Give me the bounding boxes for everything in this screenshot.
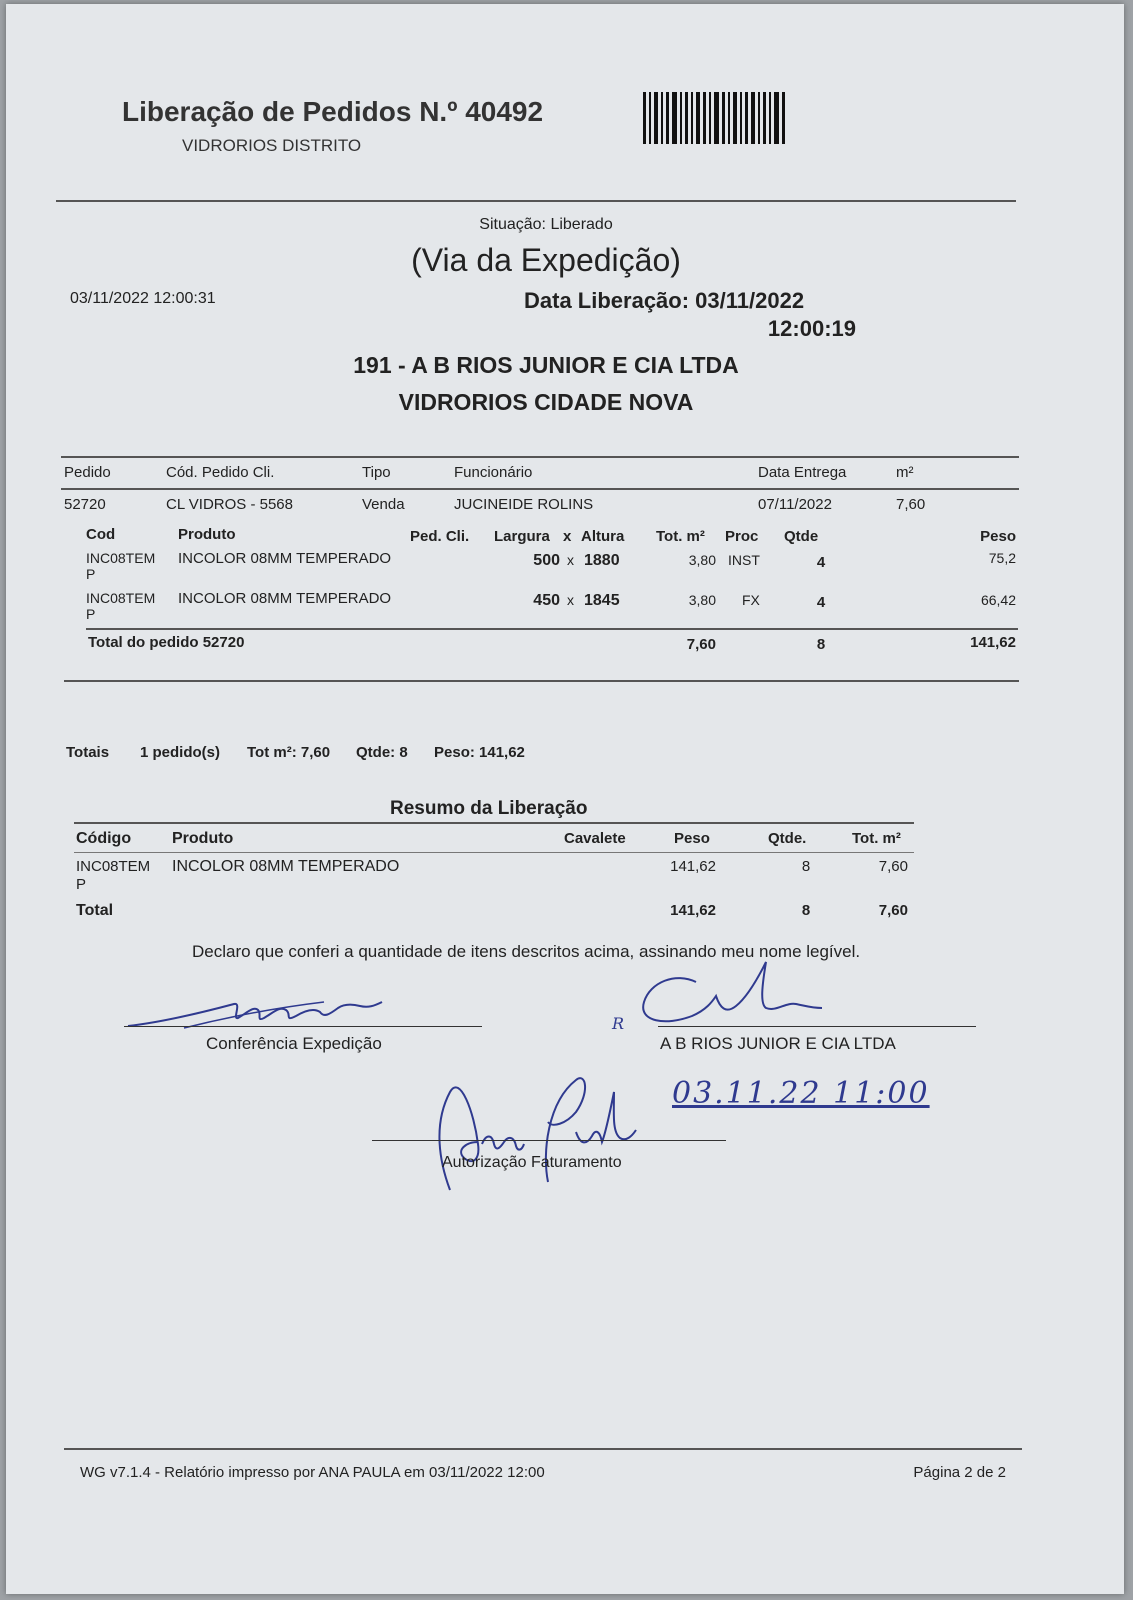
totals-label: Totais xyxy=(66,744,110,761)
resumo-col-qtde: Qtde. xyxy=(768,830,807,847)
totals-pedidos: 1 pedido(s) xyxy=(140,744,221,761)
divider xyxy=(61,488,1019,490)
resumo-tot-m2: 7,60 xyxy=(878,858,908,875)
item-qtde: 4 xyxy=(816,554,826,571)
barcode-bar xyxy=(745,92,748,144)
barcode-bar xyxy=(709,92,711,144)
resumo-cod: INC08TEM xyxy=(76,858,151,875)
item-largura: 450 xyxy=(533,592,560,609)
footer-divider xyxy=(64,1448,1022,1450)
divider xyxy=(56,200,1016,202)
signature-conferencia xyxy=(124,992,404,1038)
order-total-m2: 7,60 xyxy=(686,636,716,653)
barcode-bar xyxy=(763,92,766,144)
items-col-altura: Altura xyxy=(581,528,625,545)
items-col-largura: Largura xyxy=(494,528,550,545)
barcode-bar xyxy=(703,92,706,144)
item-cod-cont: P xyxy=(86,566,96,582)
signature-client xyxy=(626,952,846,1032)
resumo-col-cavalete: Cavalete xyxy=(564,830,626,847)
status-text: Situação: Liberado xyxy=(479,216,613,233)
barcode-bar xyxy=(722,92,725,144)
barcode-bar xyxy=(696,92,700,144)
col-cod-pedido-cli: Cód. Pedido Cli. xyxy=(166,464,275,481)
item-largura: 500 xyxy=(533,552,560,569)
order-tipo: Venda xyxy=(362,496,405,513)
resumo-col-codigo: Código xyxy=(76,830,132,847)
order-total-peso: 141,62 xyxy=(970,634,1016,651)
items-col-produto: Produto xyxy=(178,526,236,543)
col-pedido: Pedido xyxy=(64,464,111,481)
items-col-proc: Proc xyxy=(725,528,759,545)
signature-line xyxy=(124,1026,482,1027)
resumo-col-produto: Produto xyxy=(172,830,234,847)
item-altura: 1880 xyxy=(584,552,620,569)
col-data-entrega: Data Entrega xyxy=(758,464,847,481)
col-funcionario: Funcionário xyxy=(454,464,533,481)
divider xyxy=(74,822,914,824)
items-col-peso: Peso xyxy=(980,528,1016,545)
item-produto: INCOLOR 08MM TEMPERADO xyxy=(178,550,392,567)
company-name: VIDRORIOS DISTRITO xyxy=(182,136,362,155)
items-col-ped-cli: Ped. Cli. xyxy=(410,528,470,545)
item-proc: INST xyxy=(728,552,760,568)
order-funcionario: JUCINEIDE ROLINS xyxy=(454,496,594,513)
divider xyxy=(61,456,1019,458)
conferencia-label: Conferência Expedição xyxy=(206,1034,382,1053)
print-datetime: 03/11/2022 12:00:31 xyxy=(70,290,216,307)
order-pedido: 52720 xyxy=(64,496,106,513)
order-cod-pedido-cli: CL VIDROS - 5568 xyxy=(166,496,293,513)
barcode xyxy=(643,92,813,144)
resumo-qtde: 8 xyxy=(801,858,811,875)
item-cod-cont: P xyxy=(86,606,96,622)
barcode-bar xyxy=(782,92,785,144)
resumo-title: Resumo da Liberação xyxy=(390,798,588,819)
via-label: (Via da Expedição) xyxy=(411,242,681,278)
divider xyxy=(74,852,914,853)
items-col-x: x xyxy=(563,528,572,545)
item-peso: 66,42 xyxy=(980,592,1016,608)
signature-line xyxy=(658,1026,976,1027)
autorizacao-label: Autorização Faturamento xyxy=(442,1154,622,1171)
item-x: x xyxy=(567,552,574,568)
totals-qtde: Qtde: 8 xyxy=(356,744,408,761)
col-m2: m² xyxy=(896,464,914,481)
barcode-bar xyxy=(740,92,742,144)
item-tot-m2: 3,80 xyxy=(688,552,716,568)
release-time: 12:00:19 xyxy=(767,316,856,341)
handwritten-date: 03.11.22 11:00 xyxy=(672,1076,930,1111)
barcode-bar xyxy=(685,92,688,144)
resumo-col-peso: Peso xyxy=(674,830,710,847)
footer-left: WG v7.1.4 - Relatório impresso por ANA PAULA em 03/11/2022 12:00 xyxy=(80,1464,545,1481)
client-name: 191 - A B RIOS JUNIOR E CIA LTDA xyxy=(353,352,739,378)
declaration-text: Declaro que conferi a quantidade de itens descritos acima, assinando meu nome legível. xyxy=(192,942,861,961)
barcode-bar xyxy=(643,92,646,144)
order-total-label: Total do pedido 52720 xyxy=(88,634,245,651)
barcode-bar xyxy=(691,92,693,144)
resumo-cod-cont: P xyxy=(76,876,87,893)
client-store: VIDRORIOS CIDADE NOVA xyxy=(398,389,694,415)
barcode-bar xyxy=(751,92,755,144)
resumo-total-qtde: 8 xyxy=(801,902,811,919)
item-qtde: 4 xyxy=(816,594,826,611)
item-x: x xyxy=(567,592,574,608)
items-col-cod: Cod xyxy=(86,526,116,543)
item-peso: 75,2 xyxy=(988,550,1016,566)
barcode-bar xyxy=(714,92,719,144)
item-proc: FX xyxy=(742,592,760,608)
client-signature-label: A B RIOS JUNIOR E CIA LTDA xyxy=(660,1034,896,1053)
barcode-bar xyxy=(774,92,779,144)
resumo-produto: INCOLOR 08MM TEMPERADO xyxy=(172,858,400,875)
barcode-bar xyxy=(666,92,669,144)
resumo-peso: 141,62 xyxy=(670,858,716,875)
resumo-total-m2: 7,60 xyxy=(878,902,908,919)
release-date: Data Liberação: 03/11/2022 xyxy=(524,288,805,313)
barcode-bar xyxy=(680,92,682,144)
totals-peso: Peso: 141,62 xyxy=(434,744,525,761)
item-produto: INCOLOR 08MM TEMPERADO xyxy=(178,590,392,607)
document-title: Liberação de Pedidos N.º 40492 xyxy=(122,96,544,127)
barcode-bar xyxy=(733,92,737,144)
barcode-bar xyxy=(672,92,677,144)
signature-autorizacao xyxy=(416,1062,646,1212)
resumo-total-label: Total xyxy=(76,902,114,919)
barcode-bar xyxy=(758,92,760,144)
resumo-total-peso: 141,62 xyxy=(670,902,716,919)
order-m2: 7,60 xyxy=(896,496,926,513)
barcode-bar xyxy=(649,92,651,144)
items-col-tot-m2: Tot. m² xyxy=(656,528,705,545)
barcode-bar xyxy=(654,92,658,144)
item-cod: INC08TEM xyxy=(86,590,156,606)
totals-m2: Tot m²: 7,60 xyxy=(247,744,331,761)
document-sheet xyxy=(6,4,1124,1594)
item-altura: 1845 xyxy=(584,592,620,609)
barcode-bar xyxy=(728,92,730,144)
signature-line xyxy=(372,1140,726,1141)
footer-page: Página 2 de 2 xyxy=(913,1464,1006,1481)
divider xyxy=(64,680,1019,682)
order-data-entrega: 07/11/2022 xyxy=(758,496,832,513)
col-tipo: Tipo xyxy=(362,464,391,481)
item-cod: INC08TEM xyxy=(86,550,156,566)
barcode-bar xyxy=(661,92,663,144)
order-total-qtde: 8 xyxy=(816,636,826,653)
item-tot-m2: 3,80 xyxy=(688,592,716,608)
items-col-qtde: Qtde xyxy=(784,528,819,545)
divider xyxy=(86,628,1018,630)
resumo-col-tot-m2: Tot. m² xyxy=(852,830,901,847)
barcode-bar xyxy=(769,92,771,144)
handwritten-r: R xyxy=(612,1014,625,1033)
